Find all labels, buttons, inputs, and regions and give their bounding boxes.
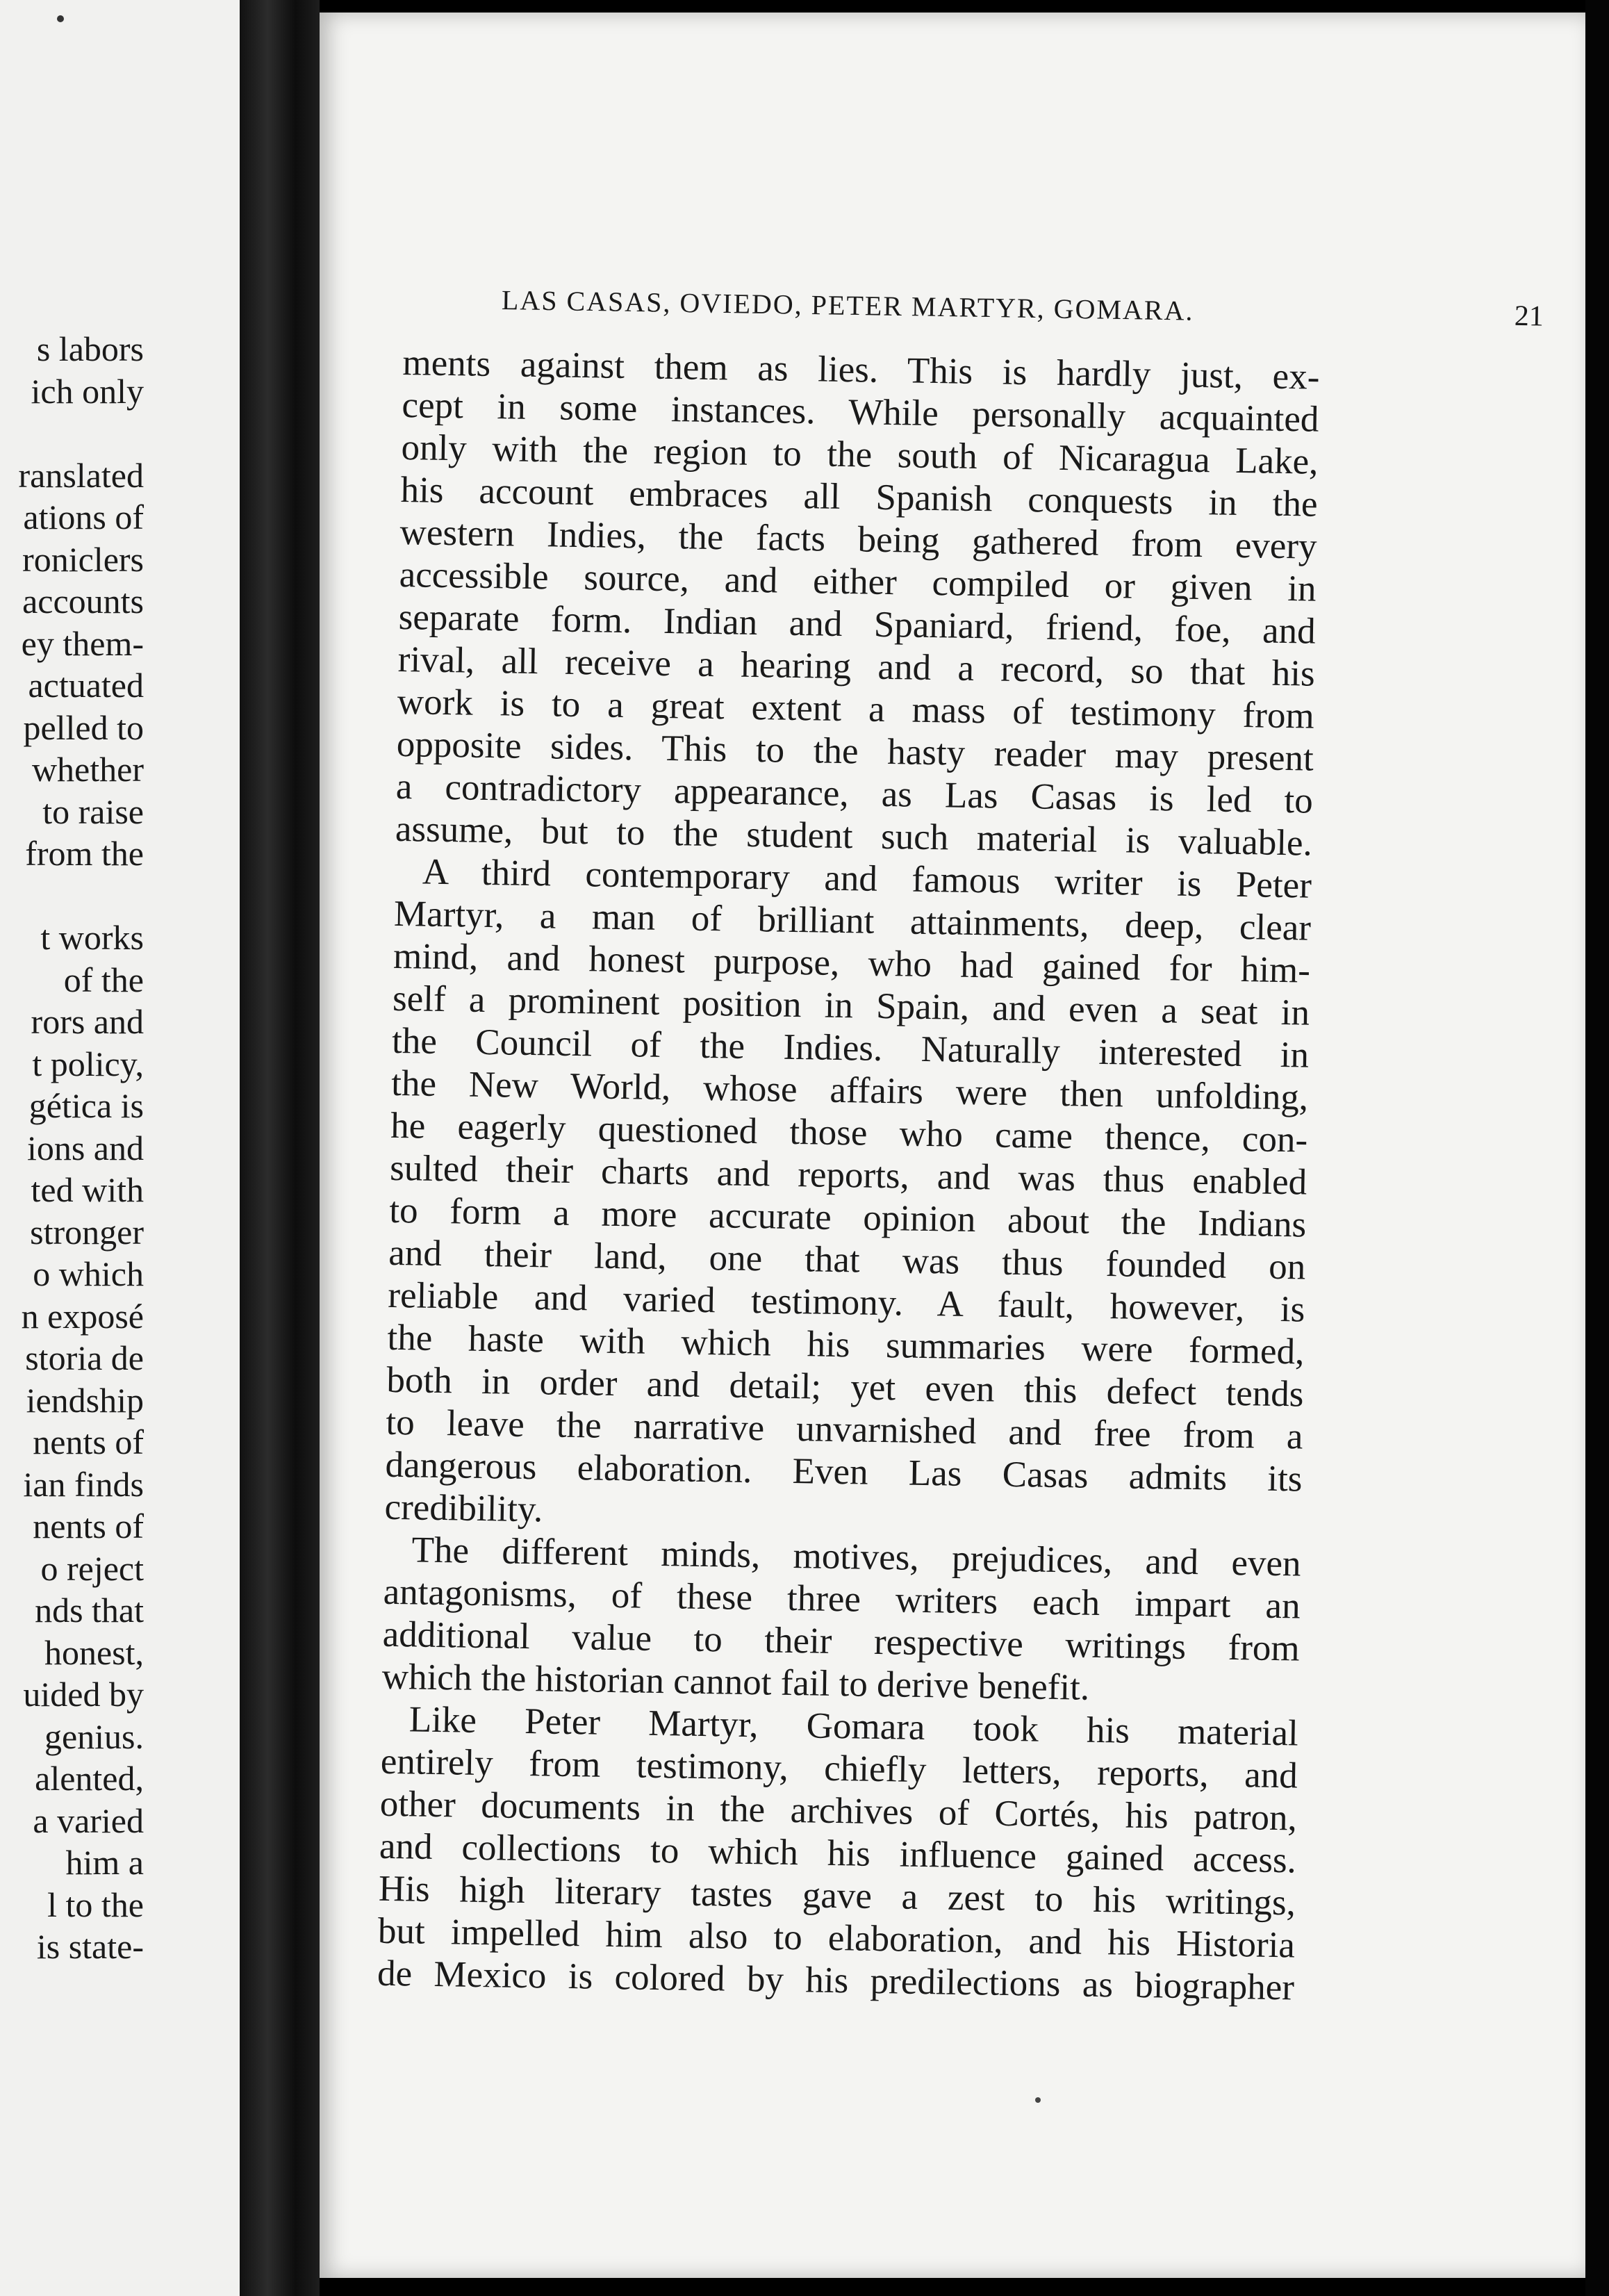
text-line: accessible source, and either compiled or given in	[399, 554, 1317, 609]
text-line: self a prominent position in Spain, and even a seat in	[392, 978, 1310, 1033]
text-line: dangerous elaboration. Even Las Casas admits its	[385, 1444, 1303, 1500]
left-line: him a	[65, 1843, 144, 1882]
left-line: gética is	[28, 1086, 144, 1125]
text-line: the New World, whose affairs were then unfolding,	[390, 1063, 1309, 1118]
left-line: roniclers	[22, 539, 144, 579]
left-line: t policy,	[32, 1044, 144, 1083]
text-line: de Mexico is colored by his predilections as biographer	[377, 1953, 1295, 2008]
text-line: separate form. Indian and Spaniard, friend, foe, and	[398, 596, 1317, 652]
text-line: Martyr, a man of brilliant attainments, deep, clear	[393, 893, 1312, 949]
text-line: A third contemporary and famous writer is Peter	[422, 851, 1312, 906]
text-line: other documents in the archives of Cortés, his patron,	[379, 1783, 1298, 1839]
left-line: ranslated	[18, 455, 144, 495]
text-line: His high literary tastes gave a zest to his writings,	[378, 1868, 1296, 1924]
scan-border	[1585, 0, 1609, 2296]
text-line: both in order and detail; yet even this defect tends	[386, 1359, 1304, 1415]
text-line: The different minds, motives, prejudices, and even	[411, 1530, 1301, 1584]
text-line: mind, and honest purpose, who had gained for him-	[393, 935, 1311, 991]
left-line: alented,	[35, 1759, 144, 1798]
left-line: ations of	[23, 498, 144, 536]
ink-dot	[57, 15, 64, 22]
left-line: ions and	[26, 1128, 144, 1167]
text-line: reliable and varied testimony. A fault, however, is	[387, 1274, 1305, 1330]
left-line: a varied	[33, 1801, 144, 1840]
left-line: o which	[33, 1254, 144, 1293]
left-line: iendship	[26, 1380, 144, 1420]
text-line: which the historian cannot fail to derive benefit.	[381, 1656, 1090, 1708]
ink-dot	[1035, 2097, 1041, 2103]
left-line: accounts	[22, 582, 144, 621]
left-line: nents of	[33, 1507, 144, 1545]
left-line: nds that	[35, 1591, 144, 1630]
text-line: opposite sides. This to the hasty reader may present	[396, 723, 1314, 779]
text-line: cept in some instances. While personally acquainted	[402, 384, 1319, 440]
page-header	[502, 284, 1544, 334]
text-line: work is to a great extent a mass of testimony from	[397, 681, 1315, 737]
text-line: Like Peter Martyr, Gomara took his material	[409, 1699, 1299, 1754]
left-line	[19, 875, 144, 917]
left-line: uided by	[23, 1675, 144, 1714]
left-line: to raise	[42, 792, 144, 831]
text-line: and collections to which his influence gained access.	[379, 1826, 1297, 1881]
text-line: western Indies, the facts being gathered from every	[399, 511, 1317, 567]
text-line: assume, but to the student such material is valuable.	[395, 808, 1313, 864]
text-line: additional value to their respective writings from	[382, 1614, 1301, 1669]
left-line: honest,	[44, 1632, 144, 1672]
left-line: whether	[31, 750, 144, 789]
running-head: LAS CASAS, OVIEDO, PETER MARTYR, GOMARA.	[501, 284, 1194, 327]
text-line: sulted their charts and reports, and was thus enabled	[389, 1147, 1307, 1203]
left-line: rors and	[31, 1002, 144, 1041]
text-line: the Council of the Indies. Naturally interested in	[391, 1020, 1310, 1076]
left-line: l to the	[47, 1885, 144, 1924]
left-line: ich only	[31, 371, 144, 411]
left-line: ey them-	[21, 623, 144, 663]
left-line: actuated	[28, 666, 144, 705]
text-line: a contradictory appearance, as Las Casas is led to	[395, 766, 1314, 821]
right-page	[320, 13, 1585, 2278]
left-line: storia de	[25, 1338, 144, 1377]
text-line: rival, all receive a hearing and a record, so that his	[397, 639, 1316, 694]
body-text	[377, 342, 1320, 2009]
left-line: genius.	[44, 1716, 144, 1756]
left-line: pelled to	[23, 707, 144, 747]
left-facing-page	[0, 0, 241, 2296]
text-line: to leave the narrative unvarnished and free from a	[386, 1402, 1303, 1457]
page-number: 21	[1514, 300, 1544, 333]
left-line: o reject	[40, 1548, 144, 1588]
text-line: his account embraces all Spanish conquests in the	[400, 469, 1318, 525]
left-line: is state-	[36, 1927, 144, 1966]
left-line: n exposé	[21, 1296, 144, 1336]
left-line: ted with	[31, 1170, 144, 1209]
left-line	[19, 412, 144, 454]
text-line: antagonisms, of these three writers each impart an	[383, 1571, 1301, 1627]
left-line: ian finds	[23, 1464, 144, 1504]
text-line: credibility.	[384, 1486, 543, 1530]
left-line: t works	[40, 918, 144, 957]
text-line: entirely from testimony, chiefly letters, reports, and	[380, 1741, 1298, 1796]
text-line: but impelled him also to elaboration, and his Historia	[377, 1910, 1296, 1966]
book-gutter	[240, 0, 320, 2296]
left-line: s labors	[36, 329, 144, 368]
left-line: of the	[63, 960, 144, 999]
text-line: and their land, one that was thus founded on	[388, 1232, 1306, 1288]
left-page-text	[19, 328, 144, 1968]
left-line: stronger	[30, 1212, 144, 1252]
text-line: only with the region to the south of Nicaragua Lake,	[401, 427, 1319, 482]
left-line: nents of	[33, 1422, 144, 1461]
text-line: the haste with which his summaries were formed,	[387, 1317, 1305, 1372]
text-line: to form a more accurate opinion about the Indians	[388, 1190, 1307, 1245]
left-line: from the	[25, 834, 144, 873]
text-line: he eagerly questioned those who came thence, con-	[390, 1105, 1308, 1161]
text-line: ments against them as lies. This is hardly just, ex-	[402, 342, 1320, 397]
